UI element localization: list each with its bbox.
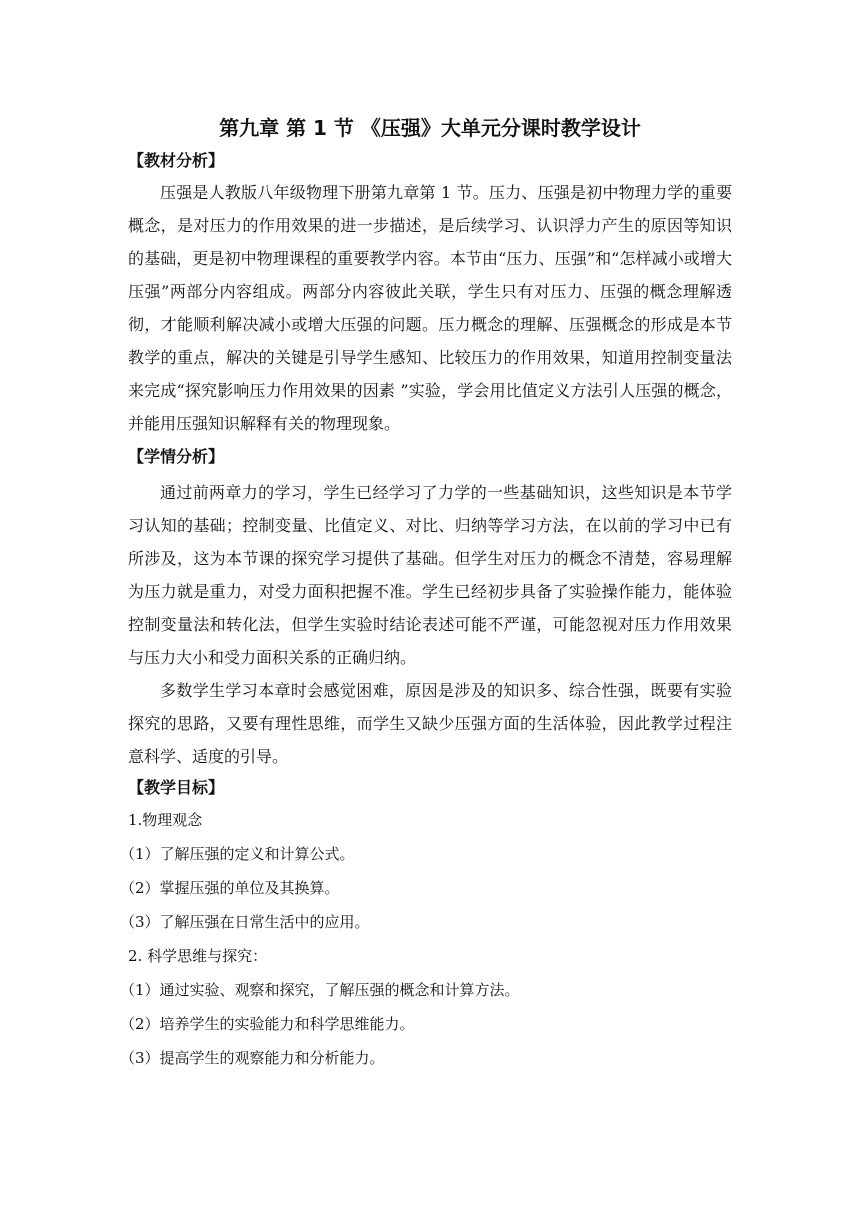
goal-item: （1）了解压强的定义和计算公式。 [120,845,355,863]
goal-item: （3）提高学生的观察能力和分析能力。 [120,1049,385,1067]
goal-item: （2）掌握压强的单位及其换算。 [120,879,340,897]
goal-item: （3）了解压强在日常生活中的应用。 [120,913,370,931]
section-heading-textbook-analysis: 【教材分析】 [128,151,225,170]
goal-item: （1）通过实验、观察和探究，了解压强的概念和计算方法。 [120,981,520,999]
student-analysis-paragraph-1: 通过前两章力的学习，学生已经学习了力学的一些基础知识，这些知识是本节学习认知的基础；控制变量、比值定义、对比、归纳等学习方法，在以前的学习中已有所涉及，这为本节课的探究学习提供了基础。但学生对压力的概念不清楚，容易理解为压力就是重力，对受力面积把握不准。学生已经初步具备了实验操作能力，能体验控制变量法和转化法，但学生实验时结论表述可能不严谨，可能忽视对压力作用效果与压力大小和受力面积关系的正确归纳。 [128,483,732,667]
document-title: 第九章 第 1 节 《压强》大单元分课时教学设计 [219,116,641,140]
goal-group-2-title: 2. 科学思维与探究： [128,947,268,965]
textbook-analysis-paragraph: 压强是人教版八年级物理下册第九章第 1 节。压力、压强是初中物理力学的重要概念，是对压力的作用效果的进一步描述，是后续学习、认识浮力产生的原因等知识的基础，更是初中物理课程的重要教学内容。本节由“压力、压强”和“怎样减小或增大压强”两部分内容组成。两部分内容彼此关联，学生只有对压力、压强的概念理解透彻，才能顺利解决减小或增大压强的问题。压力概念的理解、压强概念的形成是本节教学的重点，解决的关键是引导学生感知、比较压力的作用效果，知道用控制变量法来完成“探究影响压力作用效果的因素 ”实验，学会用比值定义方法引人压强的概念，并能用压强知识解释有关的物理现象。 [128,183,732,433]
goal-item: （2）培养学生的实验能力和科学思维能力。 [120,1015,415,1033]
student-analysis-paragraph-2: 多数学生学习本章时会感觉困难，原因是涉及的知识多、综合性强，既要有实验探究的思路，又要有理性思维，而学生又缺少压强方面的生活体验，因此教学过程注意科学、适度的引导。 [128,681,732,766]
section-heading-student-analysis: 【学情分析】 [128,447,225,466]
goal-group-1-title: 1.物理观念 [128,811,203,829]
section-heading-teaching-goals: 【教学目标】 [128,778,225,797]
